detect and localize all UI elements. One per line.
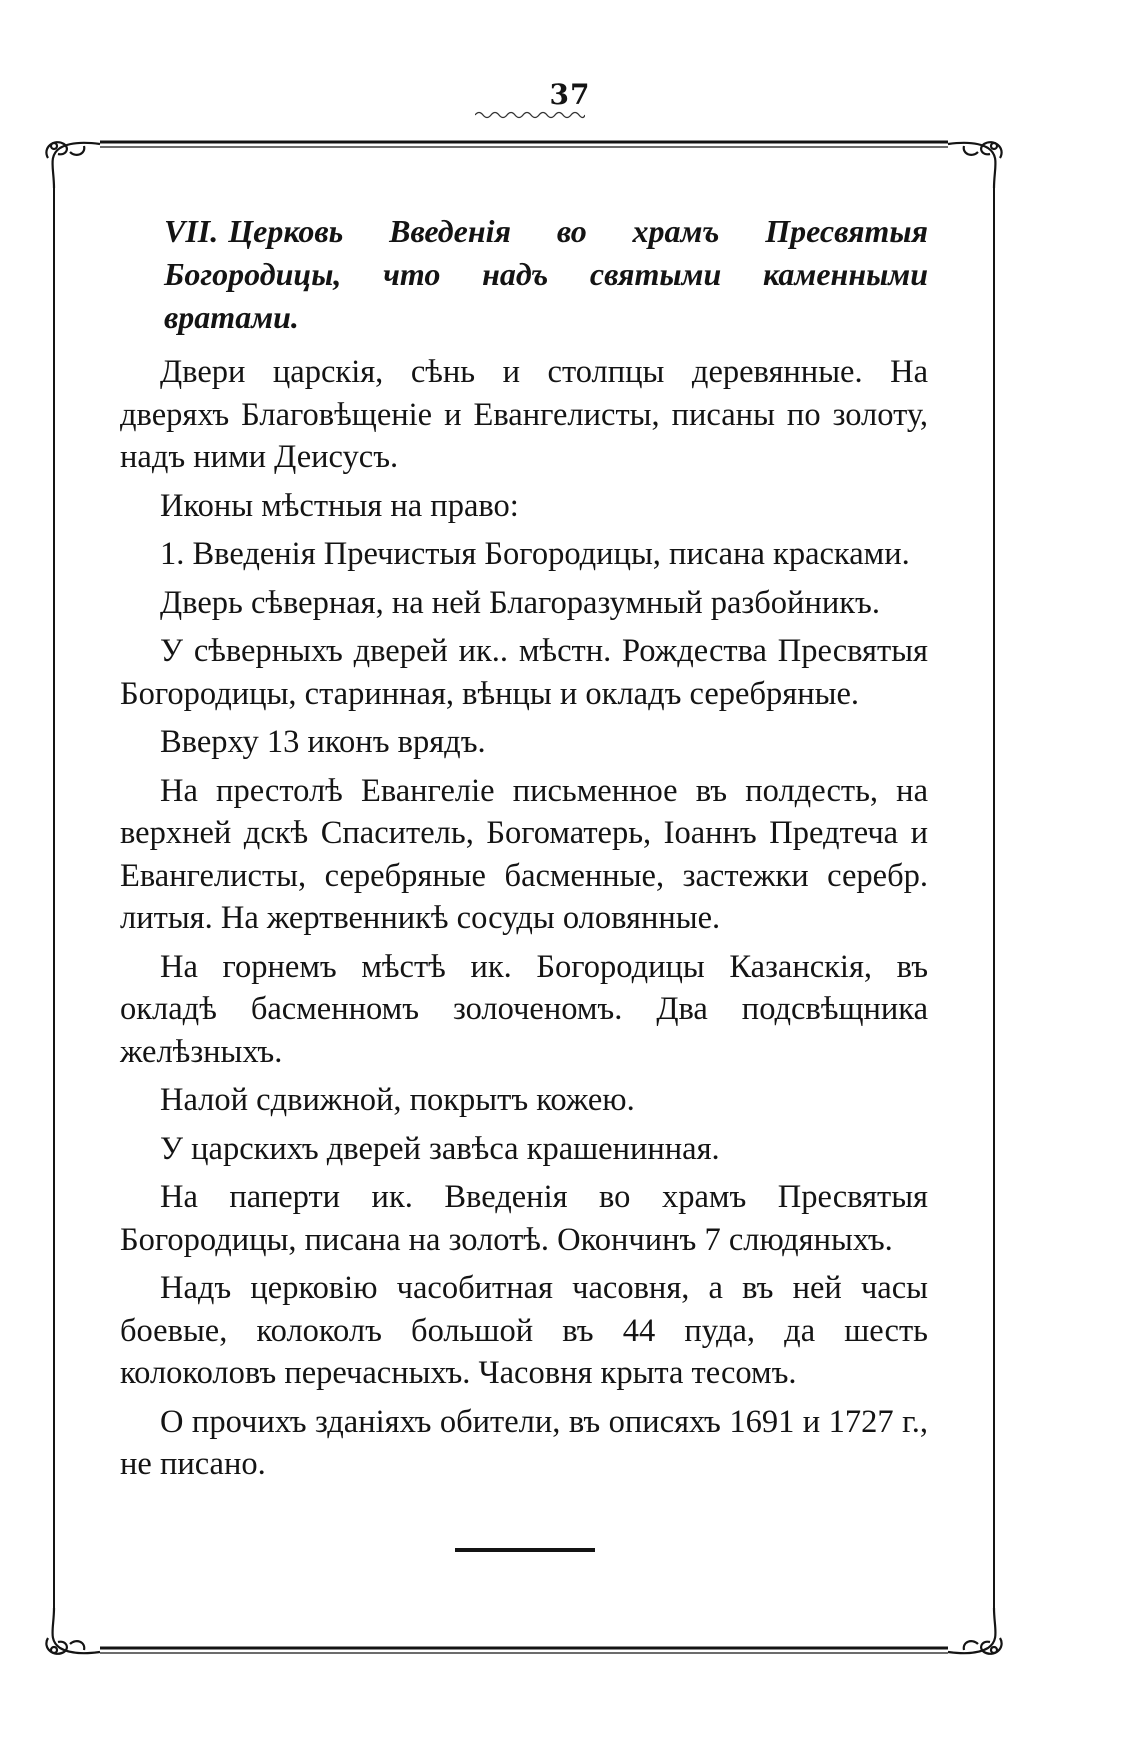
page-number: 37: [549, 78, 591, 111]
corner-ornament-bottom-right: [948, 1608, 1002, 1654]
section-title: Церковь Введенія во храмъ Пресвятыя Богородицы, что надъ святыми каменными вратами.: [164, 213, 928, 335]
paragraph: Вверху 13 иконъ врядъ.: [160, 724, 486, 760]
paragraph: Двери царскія, сѣнь и столпцы деревянные. На дверяхъ Благовѣщеніе и Евангелисты, писаны по золоту, надъ ними Деисусъ.: [120, 354, 928, 475]
list-item: 1. Введенія Пречистыя Богородицы, писана красками.: [160, 536, 910, 572]
end-rule: [455, 1548, 595, 1552]
paragraph: Налой сдвижной, покрытъ кожею.: [160, 1082, 635, 1118]
wavy-ornament: [475, 110, 585, 120]
paragraph: На горнемъ мѣстѣ ик. Богородицы Казанскія, въ окладѣ басменномъ золоченомъ. Два подсвѣщника желѣзныхъ.: [120, 948, 928, 1070]
paragraph: У сѣверныхъ дверей ик.. мѣстн. Рождества Пресвятыя Богородицы, старинная, вѣнцы и окладъ серебряные.: [120, 633, 928, 712]
paragraph: На престолѣ Евангеліе письменное въ полдесть, на верхней дскѣ Спаситель, Богоматерь, Іоаннъ Предтеча и Евангелисты, серебряные басменные, застежки серебр. литыя. На жертвенникѣ сосуды оловянные.: [120, 772, 928, 936]
section-heading: [120, 210, 928, 339]
corner-ornament-top-right: [948, 142, 1002, 188]
paragraph: На паперти ик. Введенія во храмъ Пресвятыя Богородицы, писана на золотѣ. Окончинъ 7 слюдяныхъ.: [120, 1179, 928, 1258]
paragraph: У царскихъ дверей завѣса крашенинная.: [160, 1130, 720, 1167]
corner-ornament-bottom-left: [46, 1608, 100, 1654]
paragraph: О прочихъ зданіяхъ обители, въ описяхъ 1691 и 1727 г., не писано.: [120, 1403, 928, 1482]
corner-ornament-top-left: [46, 142, 100, 188]
page-content: [120, 210, 928, 1492]
paragraph: Иконы мѣстныя на право:: [160, 487, 519, 524]
paragraph: Дверь сѣверная, на ней Благоразумный разбойникъ.: [160, 584, 880, 621]
section-number: VII.: [164, 213, 219, 249]
paragraph: Надъ церковію часобитная часовня, а въ ней часы боевые, колоколъ большой въ 44 пуда, да шесть колоколовъ перечасныхъ. Часовня крыта тесомъ.: [120, 1270, 928, 1391]
